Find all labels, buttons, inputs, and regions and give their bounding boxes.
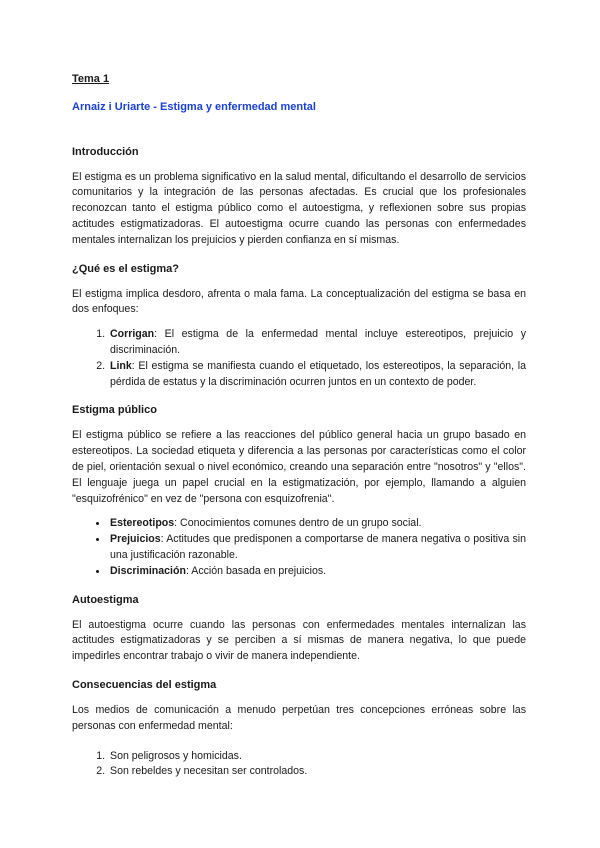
list-item: 2. Son rebeldes y necesitan ser controlados. bbox=[108, 764, 526, 780]
section-heading-consecuencias: Consecuencias del estigma bbox=[72, 678, 217, 691]
paragraph-que-es: El estigma implica desdoro, afrenta o mala fama. La conceptualización del estigma se basa en dos enfoques: bbox=[72, 287, 526, 316]
section-heading-autoestigma: Autoestigma bbox=[72, 593, 139, 606]
paragraph-consecuencias: Los medios de comunicación a menudo perpetúan tres concepciones erróneas sobre las personas con enfermedad mental: bbox=[72, 703, 526, 732]
list-item-term: Estereotipos bbox=[110, 517, 175, 530]
section-heading-introduccion: Introducción bbox=[72, 145, 139, 158]
list-item bbox=[108, 532, 526, 564]
list-item-term: Link bbox=[110, 359, 132, 372]
paragraph-estigma-publico: El estigma público se refiere a las reacciones del público general hacia un grupo basado en estereotipos. La sociedad etiqueta y diferencia a las personas por características como el color de piel, orientación sexual o nivel económico, creando una separación entre "nosotros" y "ellos". El lenguaje juega un papel crucial en la estigmatización, por ejemplo, llamando a alguien "esquizofrénico" en vez de "persona con esquizofrenia". bbox=[72, 429, 526, 505]
numbered-list-concepciones bbox=[72, 749, 526, 781]
document-page bbox=[72, 72, 526, 780]
section-heading-que-es: ¿Qué es el estigma? bbox=[72, 262, 179, 275]
list-item bbox=[108, 564, 526, 580]
list-item bbox=[108, 359, 526, 391]
list-item-desc: : El estigma de la enfermedad mental incluye estereotipos, prejuicio y discriminación. bbox=[110, 328, 526, 356]
bullet-list-componentes bbox=[72, 516, 526, 579]
list-item-desc: : Conocimientos comunes dentro de un grupo social. bbox=[174, 517, 422, 530]
topic-title: Tema 1 bbox=[72, 73, 110, 85]
list-item-desc: : Acción basada en prejuicios. bbox=[185, 564, 327, 577]
list-item-desc: : El estigma se manifiesta cuando el etiquetado, los estereotipos, la separación, la pérdida de estatus y la discriminación ocurren juntos en un contexto de poder. bbox=[110, 359, 526, 388]
list-item-desc: : Actitudes que predisponen a comportarse de manera negativa o positiva sin una justificación razonable. bbox=[110, 533, 526, 561]
section-heading-estigma-publico: Estigma público bbox=[72, 404, 157, 417]
list-item bbox=[108, 516, 526, 532]
list-item-term: Corrigan bbox=[110, 328, 155, 341]
paragraph-autoestigma: El autoestigma ocurre cuando las personas con enfermedades mentales internalizan las actitudes estigmatizadoras y se perciben a sí mismas de manera negativa, lo que puede impedirles encontrar trabajo o vivir de manera independiente. bbox=[72, 618, 526, 663]
list-item-term: Discriminación bbox=[110, 564, 186, 577]
document-subtitle: Arnaiz i Uriarte - Estigma y enfermedad mental bbox=[72, 100, 316, 113]
list-item: 1. Son peligrosos y homicidas. bbox=[108, 749, 526, 765]
list-item bbox=[108, 327, 526, 359]
paragraph-introduccion: El estigma es un problema significativo en la salud mental, dificultando el desarrollo de servicios comunitarios y la integración de las personas afectadas. Es crucial que los profesionales reconozcan tanto el estigma público como el autoestigma, y reflexionen sobre sus propias actitudes estigmatizadoras. El autoestigma ocurre cuando las personas con enfermedades mentales internalizan los prejuicios y pierden confianza en sí mismas. bbox=[72, 170, 526, 246]
list-item-term: Prejuicios bbox=[110, 533, 161, 546]
numbered-list-enfoques bbox=[72, 327, 526, 390]
